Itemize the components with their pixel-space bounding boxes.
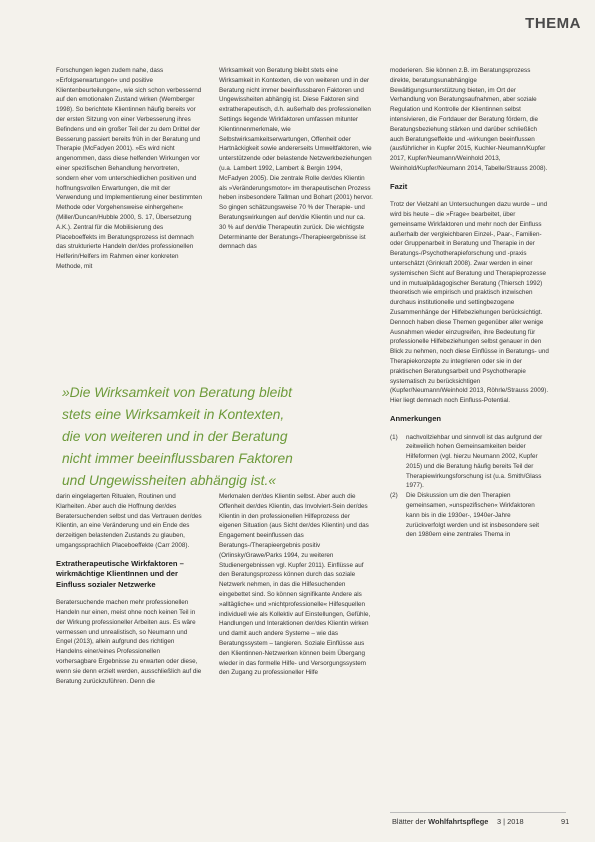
footer-rule bbox=[390, 812, 566, 813]
section-label: THEMA bbox=[525, 15, 581, 32]
column-1-bottom bbox=[56, 492, 202, 804]
body-text: Forschungen legen zudem nahe, dass »Erfolgserwartungen« und positive Klientenbeurteilungen«, wie sich schon verbessernd auf den emotionalen Zustand wirken (Wernberger 1998). So berichtete Klientinnen häufig bereits vor der ersten Sitzung von einer Verbesserung ihres Befindens und ein großer Teil der zu dem Drittel der Besserung passiert bereits früh in der Beratung und Therapie (McFadyen 2001). »Es wird nicht angenommen, dass diese helfenden Wirkungen vor einer spezifischen Behandlung hervortreten, sondern eher vom unterschiedlichen positiven und hoffnungsvollen Erwartungen, die mit der Verwendung und Implementierung einer bestimmten Methode oder Vorgehensweise einhergehen« (Miller/Duncan/Hubble 2000, S. 17, Übersetzung A.K.). Zentral für die Mobilisierung des Placeboeffekts im Beratungsprozess ist demnach das strukturierte Handeln der/des professionellen Helferin/Helfers im Rahmen einer konkreten Methode, mit bbox=[56, 67, 202, 270]
pull-quote-line: nicht immer beeinflussbaren Faktoren bbox=[62, 451, 293, 466]
publication-bold: Wohlfahrtspflege bbox=[428, 817, 489, 826]
section-heading: Extratherapeutische Wirkfaktoren – wirkmächtige KlientInnen und der Einfluss sozialer Netzwerke bbox=[56, 558, 184, 589]
heading-fazit: Fazit bbox=[390, 181, 408, 191]
pull-quote-line: und Ungewissheiten abhängig ist.« bbox=[62, 473, 276, 488]
publication-name bbox=[392, 817, 488, 826]
publication-prefix: Blätter der bbox=[392, 817, 429, 826]
body-text: moderieren. Sie können z.B. im Beratungsprozess direkte, beratungsunabhängige Bewältigungsunterstützung bieten, im Ort der Verhandlung von Beratungsaufnahmen, aber soziale Regulation und Kontrolle der Klientinnen selbst intensivieren, die Fortdauer der Beratung fördern, die Beratungsbeziehung stärken und darüber schließlich auch Beratungseffekte und -wirkungen beeinflussen (ausführlicher in Kupfer 2015, Kuchler-Neumann/Kupfer 2017, Kupfer/Neumann/Weinhold 2013, Weinhold/Kupfer/Neumann 2014, Tabelle/Strauss 2008). bbox=[390, 67, 548, 172]
footnote bbox=[390, 491, 550, 540]
column-3 bbox=[390, 66, 550, 804]
page-number: 91 bbox=[561, 817, 570, 826]
column-2-bottom bbox=[219, 492, 373, 804]
issue-number: 3 | 2018 bbox=[497, 817, 524, 826]
footnote-text: Die Diskussion um die den Therapien gemeinsamen, »unspezifischen« Wirkfaktoren kann bis in die 1930er-, 1940er-Jahre zurückverfolgt werden und ist insbesondere seit den 1980ern eine zentrales Thema in bbox=[406, 492, 540, 539]
column-1-top bbox=[56, 66, 202, 356]
body-text: Beratersuchende machen mehr professionellen Handeln nur einen, meist ohne noch keinen Teil in der Wirkung professioneller Arbeiten aus. Es wäre vermessen und unrealistisch, so Neumann und Engel (2013), allein aufgrund des richtigen Handelns einer/eines Professionellen vorhersagbare Ergebnisse zu erwarten oder diese, wenn sie denn erzielt werden, ausschließlich auf die Beratung zurückzuführen. Denn die bbox=[56, 599, 202, 685]
pull-quote bbox=[62, 382, 382, 492]
column-2-top bbox=[219, 66, 373, 356]
footnote bbox=[390, 433, 550, 492]
body-text: Merkmalen der/des Klientin selbst. Aber auch die Offenheit der/des Klientin, das Involviert-Sein der/des Klientin in den professionellen Hilfeprozess der eigenen Situation (aus Sicht der/des Klientin) und das Engagement beeinflussen das Beratungs-/Therapieergebnis positiv (Orlinsky/Grawe/Parks 1994, zu weiteren Studienergebnissen vgl. Kupfer 2011). Einflüsse auf den Beratungsprozess können durch das soziale Netzwerk nehmen, in das die Hilfesuchenden eingebettet sind. So können signifikante Andere als »alltägliche« und »nichtprofessionelle« Hilfesquellen individuell wie als Kollektiv auf Einstellungen, Gefühle, Handlungen und Interaktionen der/des Klientin wirken und damit auch andere Systeme – wie das Beratungssystem – tangieren. Soziale Einflüsse aus den Klientinnen-Netzwerken können beim Übergang wieder in das formelle Hilfe- und Versorgungssystem den Zugang zu professioneller Hilfe bbox=[219, 493, 371, 677]
footnote-text: nachvollziehbar und sinnvoll ist das aufgrund der zeitweilich hohen Gemeinsamkeiten beider Hilfeformen (vgl. hierzu Neumann 2002, Kupfer 2015) und die Beratung häufig bereits Teil der Therapiewirkungsforschung ist (u.a. Smith/Glass 1977). bbox=[406, 433, 543, 490]
pull-quote-line: stets eine Wirksamkeit in Kontexten, bbox=[62, 407, 285, 422]
footnote-number: (2) bbox=[390, 492, 398, 500]
pull-quote-line: »Die Wirksamkeit von Beratung bleibt bbox=[62, 385, 292, 400]
body-text: Trotz der Vielzahl an Untersuchungen dazu wurde – und wird bis heute – die »Frage« bearbeitet, über gemeinsame Wirkfaktoren und mehr noch der Einfluss außerhalb der vergleichbaren Einzel-, Paar-, Familien- oder Gruppenarbeit in Beratung und Therapie in der Beratungs-/Psychotherapieforschung und -praxis unterschätzt (Grinkraft 2008). Zwar werden in einer systemischen Sicht auf Beratung und Therapieprozesse und in mutualpädagogischer Beratung (Thiersch 1992) theoretisch wie empirisch und praktisch inzwischen durchaus institutionelle und settingbezogene Zusammenhänge der Hilfebeziehungen berücksichtigt. Dennoch haben diese Themen gegenüber aller wenige Ausnahmen wieder einzugreifen, ihre Bedeutung für professionelle Hilfebeziehungen selbst genauer in den Blick zu nehmen, noch diese Einflüsse in Beratungs- und Therapiekonzepte zu integrieren oder sie in der praktischen Beratungsarbeit und Psychotherapie systematisch zu berücksichtigen (Kupfer/Neumann/Weinhold 2013, Röhrle/Strauss 2009). Hier liegt demnach noch Einfluss-Potential. bbox=[390, 201, 549, 405]
body-text: Wirksamkeit von Beratung bleibt stets eine Wirksamkeit in Kontexten, die von weiteren und in der Beratung nicht immer beeinflussbaren Faktoren und Ungewissheiten abhängig ist. Diese Faktoren sind extratherapeutisch, d.h. außerhalb des professionellen Settings liegende Wirkfaktoren umfassen mitunter Klientinnenmerkmale, wie Selbstwirksamkeitserwartungen, Offenheit oder Hartnäckigkeit sowie andererseits Umweltfaktoren, wie unterstützende oder belastende Netzwerkbeziehungen (u.a. Lambert 1992, Lambert & Bergin 1994, McFadyen 2005). Die zentrale Rolle der/des Klientin als »Veränderungsmotor« im therapeutischen Prozess heben insbesondere Tallman und Bohart (2001) hervor. So gingen schätzungsweise 70 % der Therapie- und Beratungswirkungen auf den/die Klientin und nur ca. 30 % auf den/die Therapeutin zurück. Die wichtigste Determinante der Beratungs-/Therapieergebnisse ist demnach das bbox=[219, 67, 373, 251]
heading-notes: Anmerkungen bbox=[390, 414, 442, 423]
footnote-number: (1) bbox=[390, 433, 398, 441]
pull-quote-line: die von weiteren und in der Beratung bbox=[62, 429, 288, 444]
body-text: darin eingelagerten Ritualen, Routinen und Klarheiten. Aber auch die Hoffnung der/des Beratersuchenden selbst und das Vertrauen der/des Klientin, an eine Veränderung und ein Ende des derzeitigen belastenden Zustands zu glauben, umgangssprachlich Placeboeffekte (Carr 2008). bbox=[56, 493, 202, 549]
page-footer bbox=[0, 815, 595, 829]
